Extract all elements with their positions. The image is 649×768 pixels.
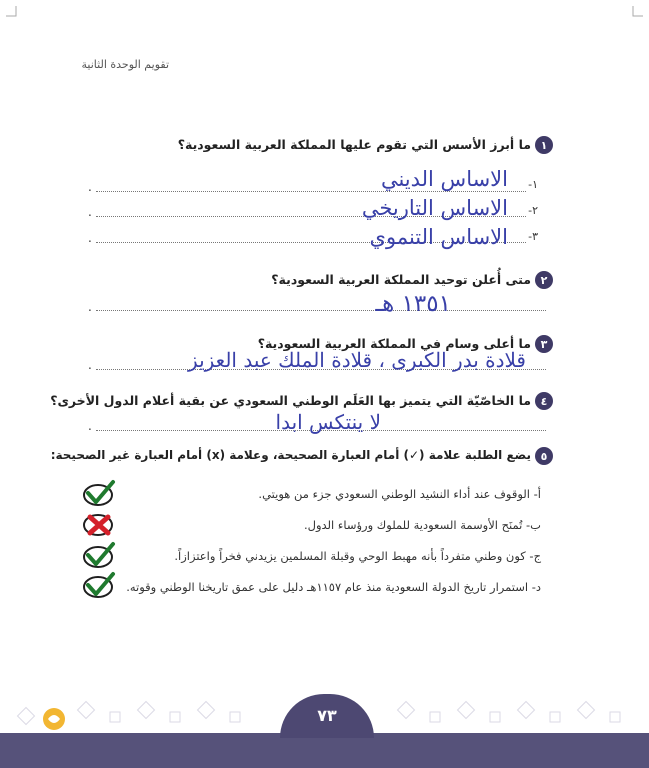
question-number-4: ٤ — [535, 392, 553, 410]
answer-index: ٢- — [528, 204, 538, 217]
crop-mark-icon — [629, 6, 643, 20]
question-5-text: يضع الطلبة علامة (✓) أمام العبارة الصحيحة، وعلامة (x) أمام العبارة غير الصحيحة: — [50, 448, 531, 462]
handwritten-answer[interactable]: الاساس التاريخي — [361, 196, 508, 220]
answer-line — [96, 191, 526, 192]
handwritten-answer[interactable]: لا ينتكس ابدا — [275, 410, 381, 434]
answer-index: ١- — [528, 178, 538, 191]
unit-title: تقويم الوحدة الثانية — [81, 58, 169, 71]
question-number-2: ٢ — [535, 271, 553, 289]
handwritten-answer[interactable]: الاساس التنموي — [369, 225, 508, 249]
statement-d: د- استمرار تاريخ الدولة السعودية منذ عام ١١٥٧هـ دليل على عمق تاريخنا الوطني وقوته. — [126, 580, 541, 594]
crop-mark-icon — [6, 6, 20, 20]
line-end-dot: . — [88, 358, 92, 372]
page-number: ٧٣ — [317, 706, 337, 725]
question-2-text: متى أُعلن توحيد المملكة العربية السعودية؟ — [271, 272, 531, 287]
line-end-dot: . — [88, 180, 92, 194]
handwritten-answer[interactable]: ١٣٥١ هـ — [375, 291, 451, 317]
line-end-dot: . — [88, 300, 92, 314]
answer-index: ٣- — [528, 230, 538, 243]
publisher-logo-icon — [40, 705, 68, 733]
footer-band — [0, 733, 649, 768]
line-end-dot: . — [88, 231, 92, 245]
check-icon[interactable] — [82, 541, 116, 569]
handwritten-answer[interactable]: قلادة بدر الكبرى ، قلادة الملك عبد العزيز — [188, 348, 526, 372]
question-1-text: ما أبرز الأسس التي تقوم عليها المملكة العربية السعودية؟ — [177, 137, 531, 152]
question-number-5: ٥ — [535, 447, 553, 465]
question-number-3: ٣ — [535, 335, 553, 353]
check-icon[interactable] — [82, 479, 116, 507]
statement-b: ب- تُمنَح الأوسمة السعودية للملوك ورؤساء الدول. — [303, 518, 541, 532]
statement-c: ج- كون وطني متفرداً بأنه مهبط الوحي وقبلة المسلمين يزيدني فخراً واعتزازاً. — [174, 549, 541, 563]
check-icon[interactable] — [82, 571, 116, 599]
line-end-dot: . — [88, 205, 92, 219]
cross-icon[interactable] — [82, 511, 116, 539]
statement-a: أ- الوقوف عند أداء النشيد الوطني السعودي جزء من هويتي. — [258, 487, 541, 501]
answer-line — [96, 310, 546, 311]
question-4-text: ما الخاصّيّة التي يتميز بها العَلَم الوطني السعودي عن بقية أعلام الدول الأخرى؟ — [50, 393, 531, 408]
question-number-1: ١ — [535, 136, 553, 154]
handwritten-answer[interactable]: الاساس الديني — [380, 167, 508, 191]
question-3-text: ما أعلى وسام في المملكة العربية السعودية؟ — [257, 336, 531, 351]
line-end-dot: . — [88, 419, 92, 433]
